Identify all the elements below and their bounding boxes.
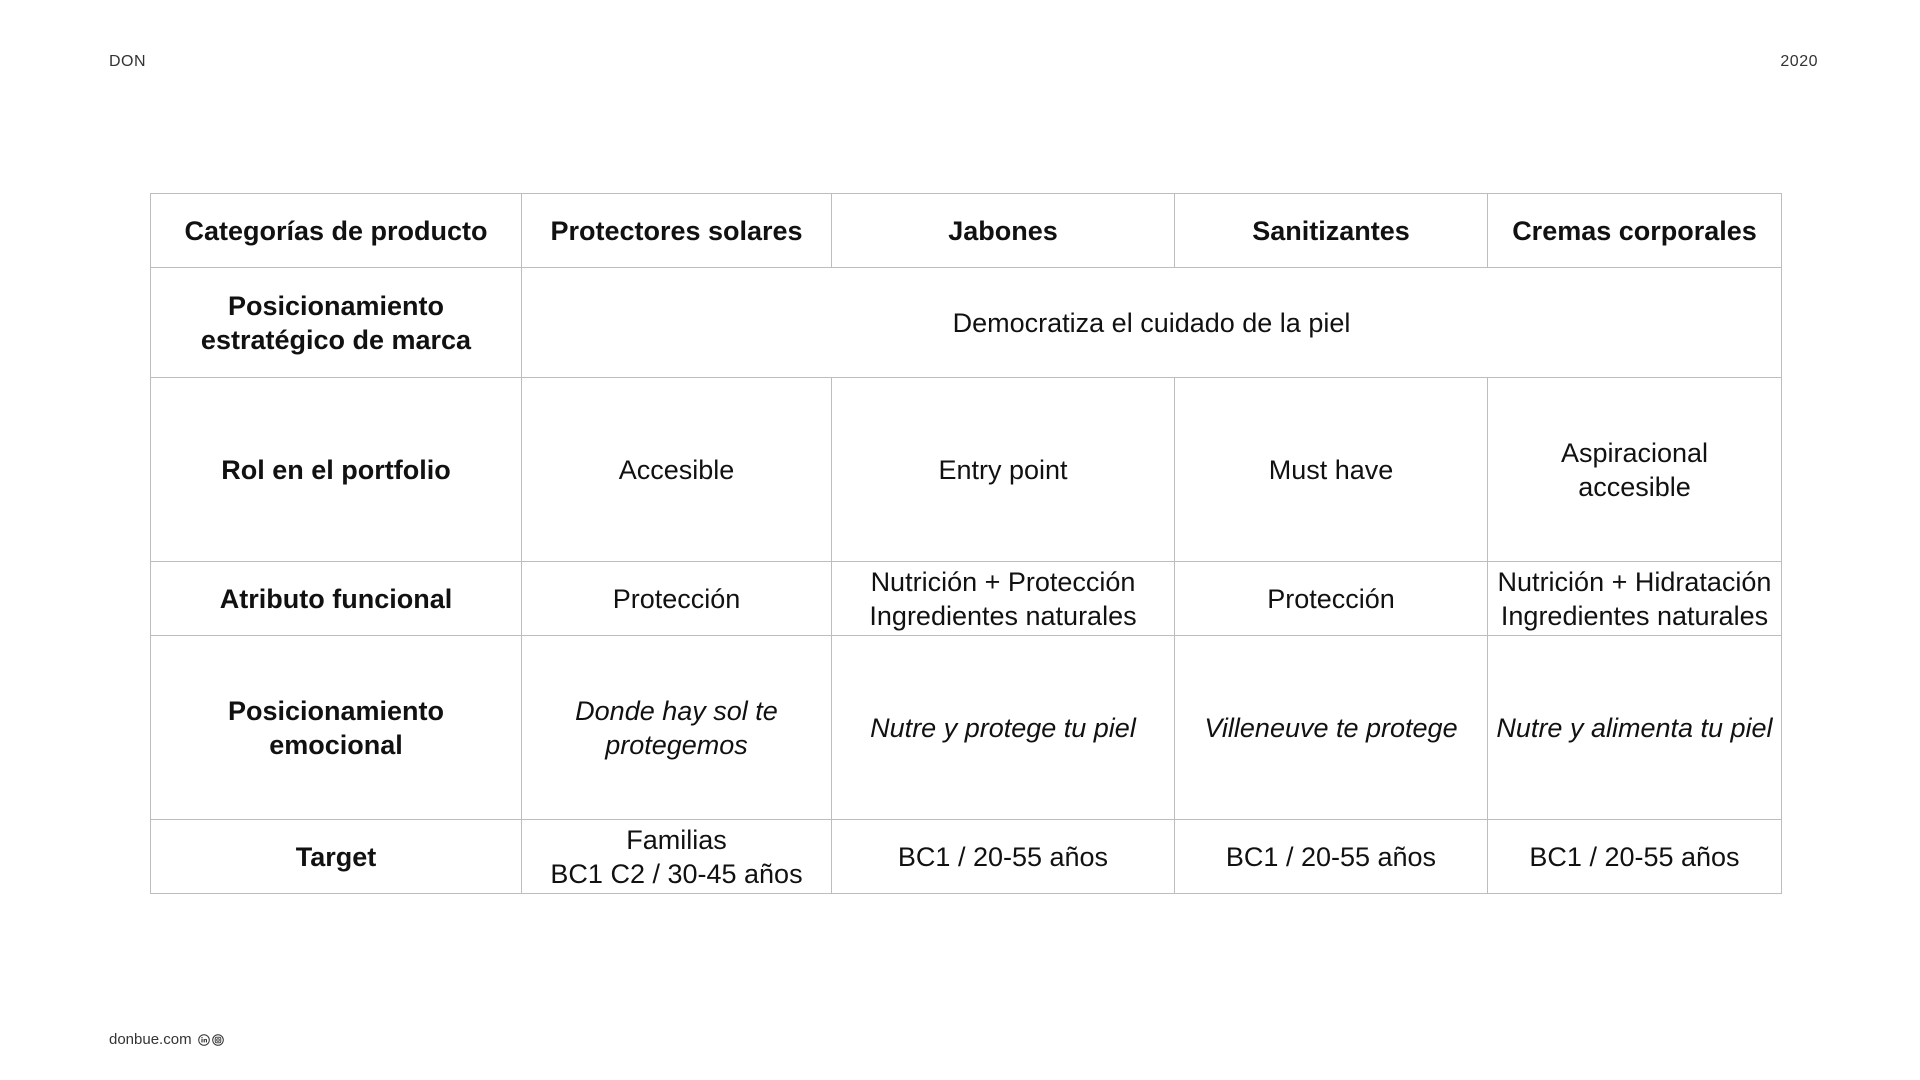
row-label-functional-attribute: Atributo funcional <box>151 562 522 636</box>
table-row-emotional-positioning <box>151 636 1782 820</box>
row-label-portfolio-role: Rol en el portfolio <box>151 378 522 562</box>
product-positioning-table <box>150 193 1782 894</box>
instagram-icon[interactable] <box>212 1034 224 1046</box>
table-cell: BC1 / 20-55 años <box>1175 820 1488 894</box>
table-row-functional-attribute <box>151 562 1782 636</box>
column-header-sanitizantes: Sanitizantes <box>1175 194 1488 268</box>
row-label-target: Target <box>151 820 522 894</box>
footer <box>109 1031 224 1048</box>
table-cell: Familias BC1 C2 / 30-45 años <box>522 820 832 894</box>
table-cell: Villeneuve te protege <box>1175 636 1488 820</box>
row-label-emotional-positioning: Posicionamiento emocional <box>151 636 522 820</box>
table-cell: Nutre y alimenta tu piel <box>1488 636 1782 820</box>
table-cell: Aspiracional accesible <box>1488 378 1782 562</box>
table-row-portfolio-role <box>151 378 1782 562</box>
table-cell: Donde hay sol te protegemos <box>522 636 832 820</box>
table-cell: Nutrición + Protección Ingredientes naturales <box>832 562 1175 636</box>
column-header-protectores-solares: Protectores solares <box>522 194 832 268</box>
linkedin-icon[interactable] <box>198 1034 210 1046</box>
site-link[interactable]: donbue.com <box>109 1031 192 1048</box>
table-row-target <box>151 820 1782 894</box>
row-label-brand-positioning: Posicionamiento estratégico de marca <box>151 268 522 378</box>
brand-label: DON <box>109 53 147 70</box>
table-cell: BC1 / 20-55 años <box>1488 820 1782 894</box>
table-cell: Must have <box>1175 378 1488 562</box>
column-header-jabones: Jabones <box>832 194 1175 268</box>
column-header-cremas-corporales: Cremas corporales <box>1488 194 1782 268</box>
brand-positioning-value: Democratiza el cuidado de la piel <box>522 268 1782 378</box>
table-cell: Entry point <box>832 378 1175 562</box>
table-cell: Nutrición + Hidratación Ingredientes naturales <box>1488 562 1782 636</box>
table-cell: Protección <box>522 562 832 636</box>
year-label: 2020 <box>1780 53 1818 70</box>
table-cell: BC1 / 20-55 años <box>832 820 1175 894</box>
table-row-brand-positioning <box>151 268 1782 378</box>
column-header-categories: Categorías de producto <box>151 194 522 268</box>
table-cell: Nutre y protege tu piel <box>832 636 1175 820</box>
table-cell: Accesible <box>522 378 832 562</box>
table-cell: Protección <box>1175 562 1488 636</box>
social-icons <box>198 1034 224 1046</box>
table-header-row <box>151 194 1782 268</box>
